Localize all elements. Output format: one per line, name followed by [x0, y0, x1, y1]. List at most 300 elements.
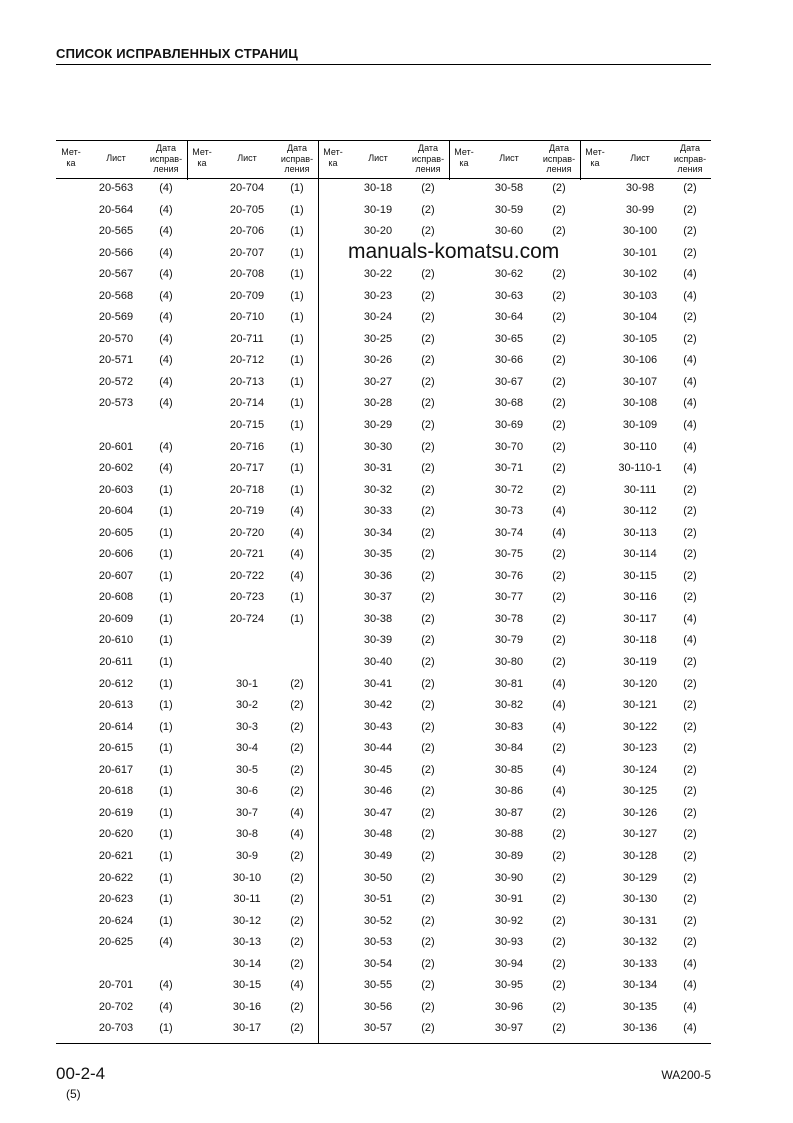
date-cell: (2)	[421, 548, 435, 561]
sheet-cell: 30-50	[363, 871, 393, 884]
date-cell: (1)	[159, 1022, 173, 1035]
date-cell: (1)	[159, 742, 173, 755]
sheet-cell: 30-76	[494, 569, 524, 582]
sheet-cell: 30-132	[622, 936, 658, 949]
date-cell: (2)	[552, 1000, 566, 1013]
date-cell: (4)	[159, 246, 173, 259]
header-divider	[187, 140, 188, 180]
sheet-cell: 30-17	[232, 1022, 262, 1035]
sheet-cell: 30-25	[363, 332, 393, 345]
sheet-cell: 30-6	[235, 785, 259, 798]
date-cell: (2)	[552, 828, 566, 841]
sheet-cell: 30-42	[363, 699, 393, 712]
date-cell: (4)	[159, 311, 173, 324]
sheet-cell: 30-2	[235, 699, 259, 712]
date-cell: (2)	[421, 699, 435, 712]
date-cell: (2)	[683, 246, 697, 259]
date-cell: (1)	[290, 182, 304, 194]
sheet-cell: 20-704	[229, 182, 265, 194]
sheet-cell: 30-47	[363, 806, 393, 819]
date-cell: (2)	[421, 1022, 435, 1035]
sheet-cell: 30-106	[622, 354, 658, 367]
table-header-rule	[56, 178, 711, 179]
sheet-cell: 30-46	[363, 785, 393, 798]
date-cell: (2)	[552, 397, 566, 410]
date-cell: (2)	[683, 720, 697, 733]
sheet-cell: 20-722	[229, 569, 265, 582]
sheet-cell: 20-703	[98, 1022, 134, 1035]
sheet-cell: 20-717	[229, 462, 265, 475]
sheet-cell: 20-604	[98, 505, 134, 518]
date-cell: (2)	[552, 612, 566, 625]
sheet-cell: 20-601	[98, 440, 134, 453]
date-cell: (2)	[683, 225, 697, 238]
sheet-cell: 30-69	[494, 419, 524, 432]
sheet-cell: 30-99	[625, 203, 655, 216]
sheet-cell: 20-617	[98, 763, 134, 776]
date-cell: (2)	[421, 289, 435, 302]
sheet-cell: 30-68	[494, 397, 524, 410]
sheet-cell: 20-716	[229, 440, 265, 453]
sheet-cell: 30-82	[494, 699, 524, 712]
sheet-cell: 20-621	[98, 849, 134, 862]
header-divider	[580, 140, 581, 180]
sheet-cell: 20-607	[98, 569, 134, 582]
sheet-cell: 30-60	[494, 225, 524, 238]
date-cell: (4)	[290, 505, 304, 518]
sheet-cell: 30-45	[363, 763, 393, 776]
date-cell: (2)	[683, 526, 697, 539]
date-cell: (4)	[159, 1000, 173, 1013]
date-cell: (1)	[290, 246, 304, 259]
sheet-cell: 30-29	[363, 419, 393, 432]
date-cell: (2)	[552, 1022, 566, 1035]
header-sheet: Лист	[237, 153, 257, 163]
sheet-cell: 20-605	[98, 526, 134, 539]
date-cell: (2)	[421, 871, 435, 884]
date-cell: (2)	[421, 828, 435, 841]
date-cell: (1)	[159, 634, 173, 647]
sheet-cell: 30-128	[622, 849, 658, 862]
date-cell: (1)	[159, 526, 173, 539]
date-cell: (1)	[290, 203, 304, 216]
date-cell: (4)	[552, 505, 566, 518]
sheet-cell: 30-20	[363, 225, 393, 238]
sheet-cell: 30-126	[622, 806, 658, 819]
sheet-cell: 30-86	[494, 785, 524, 798]
date-cell: (2)	[290, 849, 304, 862]
sheet-cell: 30-72	[494, 483, 524, 496]
date-cell: (4)	[290, 548, 304, 561]
sheet-cell: 30-38	[363, 612, 393, 625]
sheet-cell: 30-89	[494, 849, 524, 862]
sheet-cell: 30-127	[622, 828, 658, 841]
sheet-cell: 30-104	[622, 311, 658, 324]
sheet-cell: 30-18	[363, 182, 393, 194]
sheet-cell: 30-23	[363, 289, 393, 302]
sheet-cell: 20-567	[98, 268, 134, 281]
date-cell: (1)	[159, 699, 173, 712]
date-cell: (2)	[552, 742, 566, 755]
date-cell: (2)	[421, 569, 435, 582]
sheet-cell: 20-715	[229, 419, 265, 432]
date-cell: (2)	[552, 289, 566, 302]
sheet-cell: 30-117	[623, 612, 657, 625]
sheet-cell: 20-708	[229, 268, 265, 281]
sheet-cell: 30-97	[494, 1022, 524, 1035]
sheet-cell: 30-81	[494, 677, 524, 690]
date-cell: (2)	[552, 569, 566, 582]
sheet-cell: 20-608	[98, 591, 134, 604]
sheet-cell: 30-64	[494, 311, 524, 324]
date-cell: (2)	[552, 957, 566, 970]
sheet-cell: 30-34	[363, 526, 393, 539]
date-cell: (4)	[683, 354, 697, 367]
sheet-cell: 20-625	[98, 936, 134, 949]
date-cell: (2)	[290, 936, 304, 949]
date-cell: (2)	[552, 225, 566, 238]
date-cell: (1)	[290, 311, 304, 324]
date-cell: (4)	[290, 979, 304, 992]
date-cell: (4)	[290, 526, 304, 539]
date-cell: (1)	[290, 397, 304, 410]
sheet-cell: 20-612	[98, 677, 134, 690]
sheet-cell: 20-701	[98, 979, 134, 992]
date-cell: (2)	[683, 677, 697, 690]
sheet-cell: 30-100	[622, 225, 658, 238]
date-cell: (2)	[290, 1022, 304, 1035]
date-cell: (2)	[421, 483, 435, 496]
date-cell: (2)	[421, 1000, 435, 1013]
date-cell: (4)	[159, 182, 173, 194]
sheet-cell: 30-88	[494, 828, 524, 841]
page-number: 00-2-4	[56, 1064, 106, 1083]
sheet-cell: 20-706	[229, 225, 265, 238]
sheet-cell: 30-15	[232, 979, 262, 992]
sheet-cell: 30-134	[622, 979, 658, 992]
sheet-cell: 20-565	[98, 225, 134, 238]
date-cell: (2)	[683, 591, 697, 604]
sheet-cell: 30-27	[363, 375, 393, 388]
date-cell: (1)	[159, 720, 173, 733]
sheet-cell: 30-118	[623, 634, 657, 647]
date-cell: (2)	[421, 311, 435, 324]
date-cell: (2)	[552, 893, 566, 906]
date-cell: (2)	[552, 354, 566, 367]
date-cell: (4)	[159, 440, 173, 453]
date-cell: (2)	[683, 182, 697, 194]
sheet-cell: 30-102	[622, 268, 658, 281]
date-cell: (2)	[421, 936, 435, 949]
sheet-cell: 20-611	[99, 656, 133, 669]
sheet-cell: 30-7	[235, 806, 259, 819]
date-cell: (2)	[683, 203, 697, 216]
date-cell: (2)	[552, 483, 566, 496]
date-cell: (4)	[159, 375, 173, 388]
sheet-cell: 30-91	[494, 893, 524, 906]
sheet-cell: 20-713	[229, 375, 265, 388]
page-revision: (5)	[66, 1087, 81, 1101]
sheet-cell: 20-711	[230, 332, 264, 345]
table-bottom-rule	[56, 1043, 711, 1044]
date-cell: (2)	[552, 203, 566, 216]
date-cell: (2)	[552, 375, 566, 388]
sheet-cell: 20-570	[98, 332, 134, 345]
date-cell: (2)	[683, 871, 697, 884]
header-date: Дата исправ- ления	[673, 143, 707, 174]
sheet-cell: 30-77	[494, 591, 524, 604]
sheet-cell: 30-51	[363, 893, 393, 906]
date-cell: (2)	[683, 505, 697, 518]
date-cell: (2)	[683, 311, 697, 324]
date-cell: (2)	[552, 440, 566, 453]
sheet-cell: 20-572	[98, 375, 134, 388]
header-date: Дата исправ- ления	[149, 143, 183, 174]
date-cell: (2)	[290, 763, 304, 776]
sheet-cell: 30-37	[363, 591, 393, 604]
date-cell: (2)	[421, 526, 435, 539]
sheet-cell: 30-95	[494, 979, 524, 992]
date-cell: (2)	[683, 914, 697, 927]
header-sheet: Лист	[499, 153, 519, 163]
date-cell: (2)	[421, 332, 435, 345]
date-cell: (1)	[290, 612, 304, 625]
sheet-cell: 30-131	[622, 914, 658, 927]
date-cell: (2)	[683, 849, 697, 862]
sheet-cell: 30-110-1	[618, 462, 662, 475]
sheet-cell: 20-721	[229, 548, 265, 561]
date-cell: (2)	[552, 979, 566, 992]
sheet-cell: 30-101	[622, 246, 658, 259]
date-cell: (1)	[159, 612, 173, 625]
sheet-cell: 20-624	[98, 914, 134, 927]
sheet-cell: 30-92	[494, 914, 524, 927]
sheet-cell: 30-74	[494, 526, 524, 539]
date-cell: (2)	[421, 849, 435, 862]
sheet-cell: 30-103	[622, 289, 658, 302]
date-cell: (2)	[683, 893, 697, 906]
sheet-cell: 30-58	[494, 182, 524, 194]
date-cell: (2)	[683, 548, 697, 561]
date-cell: (2)	[290, 785, 304, 798]
date-cell: (2)	[421, 634, 435, 647]
header-divider	[449, 140, 450, 180]
sheet-cell: 30-1	[235, 677, 259, 690]
date-cell: (4)	[159, 268, 173, 281]
date-cell: (4)	[683, 1000, 697, 1013]
sheet-cell: 30-5	[235, 763, 259, 776]
date-cell: (4)	[683, 375, 697, 388]
sheet-cell: 20-566	[98, 246, 134, 259]
date-cell: (2)	[552, 634, 566, 647]
date-cell: (4)	[683, 612, 697, 625]
header-date: Дата исправ- ления	[411, 143, 445, 174]
sheet-cell: 30-109	[622, 419, 658, 432]
sheet-cell: 20-707	[229, 246, 265, 259]
sheet-cell: 30-22	[363, 268, 393, 281]
sheet-cell: 20-563	[98, 182, 134, 194]
sheet-cell: 30-35	[363, 548, 393, 561]
sheet-cell: 20-602	[98, 462, 134, 475]
sheet-cell: 30-121	[622, 699, 658, 712]
date-cell: (2)	[552, 419, 566, 432]
date-cell: (2)	[683, 699, 697, 712]
date-cell: (1)	[290, 440, 304, 453]
sheet-cell: 30-124	[622, 763, 658, 776]
sheet-cell: 30-125	[622, 785, 658, 798]
date-cell: (2)	[290, 677, 304, 690]
date-cell: (4)	[683, 1022, 697, 1035]
date-cell: (2)	[421, 914, 435, 927]
date-cell: (2)	[552, 332, 566, 345]
sheet-cell: 30-122	[622, 720, 658, 733]
sheet-cell: 30-19	[363, 203, 393, 216]
date-cell: (2)	[552, 311, 566, 324]
sheet-cell: 30-56	[363, 1000, 393, 1013]
date-cell: (2)	[290, 957, 304, 970]
header-mark: Мет- ка	[61, 147, 81, 168]
sheet-cell: 30-32	[363, 483, 393, 496]
sheet-cell: 30-136	[622, 1022, 658, 1035]
sheet-cell: 30-94	[494, 957, 524, 970]
date-cell: (2)	[683, 828, 697, 841]
sheet-cell: 30-75	[494, 548, 524, 561]
sheet-cell: 20-609	[98, 612, 134, 625]
date-cell: (2)	[552, 936, 566, 949]
date-cell: (2)	[421, 677, 435, 690]
date-cell: (2)	[552, 806, 566, 819]
sheet-cell: 20-712	[229, 354, 265, 367]
date-cell: (2)	[552, 182, 566, 194]
sheet-cell: 20-571	[98, 354, 134, 367]
date-cell: (1)	[290, 354, 304, 367]
date-cell: (1)	[159, 505, 173, 518]
date-cell: (4)	[552, 526, 566, 539]
table-divider	[318, 140, 319, 1044]
date-cell: (2)	[421, 742, 435, 755]
sheet-cell: 30-119	[623, 656, 657, 669]
date-cell: (2)	[683, 332, 697, 345]
date-cell: (2)	[683, 656, 697, 669]
date-cell: (1)	[290, 332, 304, 345]
date-cell: (1)	[159, 763, 173, 776]
date-cell: (4)	[683, 440, 697, 453]
date-cell: (2)	[421, 225, 435, 238]
sheet-cell: 30-16	[232, 1000, 262, 1013]
date-cell: (2)	[421, 268, 435, 281]
date-cell: (2)	[552, 656, 566, 669]
date-cell: (4)	[290, 806, 304, 819]
sheet-cell: 30-114	[623, 548, 657, 561]
sheet-cell: 30-110	[623, 440, 657, 453]
date-cell: (2)	[421, 419, 435, 432]
date-cell: (2)	[421, 612, 435, 625]
date-cell: (2)	[683, 742, 697, 755]
header-mark: Мет- ка	[323, 147, 343, 168]
sheet-cell: 20-615	[98, 742, 134, 755]
date-cell: (1)	[159, 828, 173, 841]
date-cell: (4)	[683, 397, 697, 410]
sheet-cell: 30-80	[494, 656, 524, 669]
date-cell: (2)	[421, 785, 435, 798]
date-cell: (2)	[421, 979, 435, 992]
sheet-cell: 30-57	[363, 1022, 393, 1035]
date-cell: (2)	[421, 763, 435, 776]
sheet-cell: 20-603	[98, 483, 134, 496]
sheet-cell: 20-620	[98, 828, 134, 841]
date-cell: (2)	[683, 806, 697, 819]
date-cell: (1)	[159, 785, 173, 798]
date-cell: (1)	[290, 268, 304, 281]
sheet-cell: 30-39	[363, 634, 393, 647]
date-cell: (4)	[159, 332, 173, 345]
sheet-cell: 30-130	[622, 893, 658, 906]
date-cell: (4)	[683, 957, 697, 970]
sheet-cell: 30-36	[363, 569, 393, 582]
date-cell: (2)	[421, 440, 435, 453]
sheet-cell: 30-52	[363, 914, 393, 927]
sheet-cell: 20-718	[229, 483, 265, 496]
date-cell: (1)	[290, 375, 304, 388]
header-mark: Мет- ка	[192, 147, 212, 168]
sheet-cell: 20-705	[229, 203, 265, 216]
sheet-cell: 30-49	[363, 849, 393, 862]
date-cell: (2)	[552, 914, 566, 927]
date-cell: (2)	[421, 397, 435, 410]
date-cell: (1)	[159, 591, 173, 604]
sheet-cell: 20-723	[229, 591, 265, 604]
sheet-cell: 30-107	[622, 375, 658, 388]
date-cell: (4)	[552, 699, 566, 712]
sheet-cell: 30-67	[494, 375, 524, 388]
date-cell: (1)	[159, 849, 173, 862]
date-cell: (2)	[552, 591, 566, 604]
sheet-cell: 30-31	[363, 462, 393, 475]
sheet-cell: 30-105	[622, 332, 658, 345]
sheet-cell: 30-48	[363, 828, 393, 841]
header-mark: Мет- ка	[585, 147, 605, 168]
page-title: СПИСОК ИСПРАВЛЕННЫХ СТРАНИЦ	[56, 46, 298, 61]
sheet-cell: 20-614	[98, 720, 134, 733]
sheet-cell: 30-93	[494, 936, 524, 949]
date-cell: (2)	[421, 462, 435, 475]
header-sheet: Лист	[368, 153, 388, 163]
sheet-cell: 30-133	[622, 957, 658, 970]
sheet-cell: 30-135	[622, 1000, 658, 1013]
date-cell: (2)	[552, 871, 566, 884]
date-cell: (1)	[159, 548, 173, 561]
date-cell: (4)	[552, 677, 566, 690]
sheet-cell: 30-41	[363, 677, 393, 690]
date-cell: (2)	[421, 375, 435, 388]
date-cell: (1)	[159, 677, 173, 690]
date-cell: (2)	[683, 936, 697, 949]
sheet-cell: 30-4	[235, 742, 259, 755]
sheet-cell: 30-26	[363, 354, 393, 367]
sheet-cell: 20-710	[229, 311, 265, 324]
sheet-cell: 20-573	[98, 397, 134, 410]
sheet-cell: 30-3	[235, 720, 259, 733]
date-cell: (1)	[290, 419, 304, 432]
date-cell: (2)	[421, 182, 435, 194]
sheet-cell: 30-123	[622, 742, 658, 755]
sheet-cell: 20-610	[98, 634, 134, 647]
sheet-cell: 30-59	[494, 203, 524, 216]
date-cell: (2)	[421, 893, 435, 906]
date-cell: (2)	[552, 548, 566, 561]
header-date: Дата исправ- ления	[280, 143, 314, 174]
sheet-cell: 20-619	[98, 806, 134, 819]
